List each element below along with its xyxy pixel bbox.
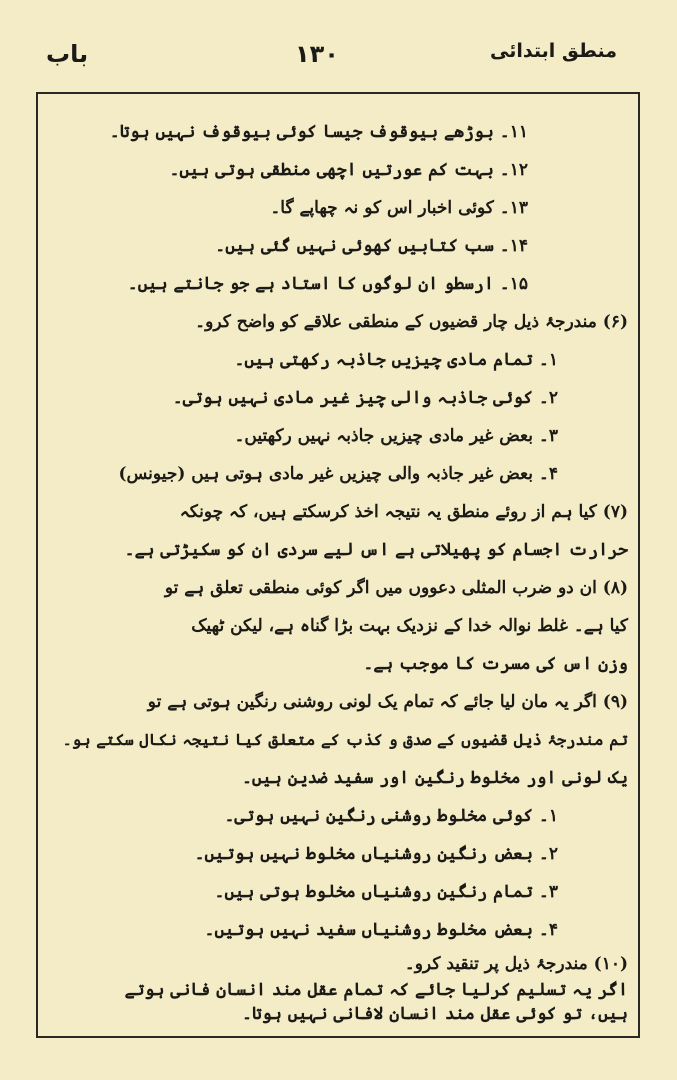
text-line: کیا ہے۔ غلط نوالہ خدا کے نزدیک بہت بڑا گناہ ہے، لیکن ٹھیک [191, 616, 628, 636]
question-line: (۸) ان دو ضرب المثلی دعووں میں اگر کوئی منطقی تعلق ہے تو [164, 578, 628, 598]
question-line: (۱۰) مندرجۂ ذیل پر تنقید کرو۔ [404, 954, 628, 974]
text-line: وزن اس کی مسرت کا موجب ہے۔ [363, 654, 628, 674]
exercise-line: ۴۔ بعض مخلوط روشنیاں سفید نہیں ہوتیں۔ [204, 920, 558, 940]
exercise-line: ۴۔ بعض غیر جاذبہ والی چیزیں غیر مادی ہوتی ہیں (جیونس) [118, 464, 558, 484]
exercise-line: ۱۔ کوئی مخلوط روشنی رنگین نہیں ہوتی۔ [224, 806, 558, 826]
exercise-line: ۱۵۔ ارسطو ان لوگوں کا استاد ہے جو جانتے ہیں۔ [127, 274, 528, 294]
text-line: تم مندرجۂ ذیل قضیوں کے صدق و کذب کے متعلق کیا نتیجہ نکال سکتے ہو۔ [62, 730, 628, 749]
text-line: یک لونی اور مخلوط رنگین اور سفید ضدین ہیں۔ [241, 768, 628, 788]
chapter-label: باب [46, 40, 89, 68]
page-header [0, 40, 677, 100]
exercise-line: ۱۱۔ بوڑھے بیوقوف جیسا کوئی بیوقوف نہیں ہوتا۔ [109, 122, 528, 142]
exercise-line: ۲۔ بعض رنگین روشنیاں مخلوط نہیں ہوتیں۔ [194, 844, 558, 864]
exercise-line: ۱۔ تمام مادی چیزیں جاذبہ رکھتی ہیں۔ [234, 350, 558, 370]
book-title: منطق ابتدائی [489, 40, 617, 62]
question-line: (۷) کیا ہم از روئے منطق یہ نتیجہ اخذ کرسکتے ہیں، کہ چونکہ [179, 502, 628, 522]
page-number: ۱۳۰ [295, 40, 339, 68]
text-line: حرارت اجسام کو پھیلاتی ہے اس لیے سردی ان کو سکیڑتی ہے۔ [124, 540, 628, 560]
exercise-line: ۱۴۔ سب کتابیں کھوئی نہیں گئی ہیں۔ [215, 236, 528, 256]
text-line: ہیں، تو کوئی عقل مند انسان لافانی نہیں ہوتا۔ [241, 1004, 628, 1024]
exercise-line: ۳۔ بعض غیر مادی چیزیں جاذبہ نہیں رکھتیں۔ [234, 426, 558, 446]
text-body [58, 112, 628, 1022]
exercise-line: ۱۳۔ کوئی اخبار اس کو نہ چھاپے گا۔ [270, 198, 528, 218]
text-line: اگر یہ تسلیم کرلیا جائے کہ تمام عقل مند انسان فانی ہوتے [124, 980, 628, 1000]
question-line: (۹) اگر یہ مان لیا جائے کہ تمام یک لونی روشنی رنگین ہوتی ہے تو [147, 692, 628, 712]
exercise-line: ۱۲۔ بہت کم عورتیں اچھی منطقی ہوتی ہیں۔ [169, 160, 528, 180]
exercise-line: ۳۔ تمام رنگین روشنیاں مخلوط ہوتی ہیں۔ [214, 882, 558, 902]
question-line: (۶) مندرجۂ ذیل چار قضیوں کے منطقی علاقے کو واضح کرو۔ [195, 312, 628, 332]
exercise-line: ۲۔ کوئی جاذبہ والی چیز غیر مادی نہیں ہوتی۔ [172, 388, 558, 408]
